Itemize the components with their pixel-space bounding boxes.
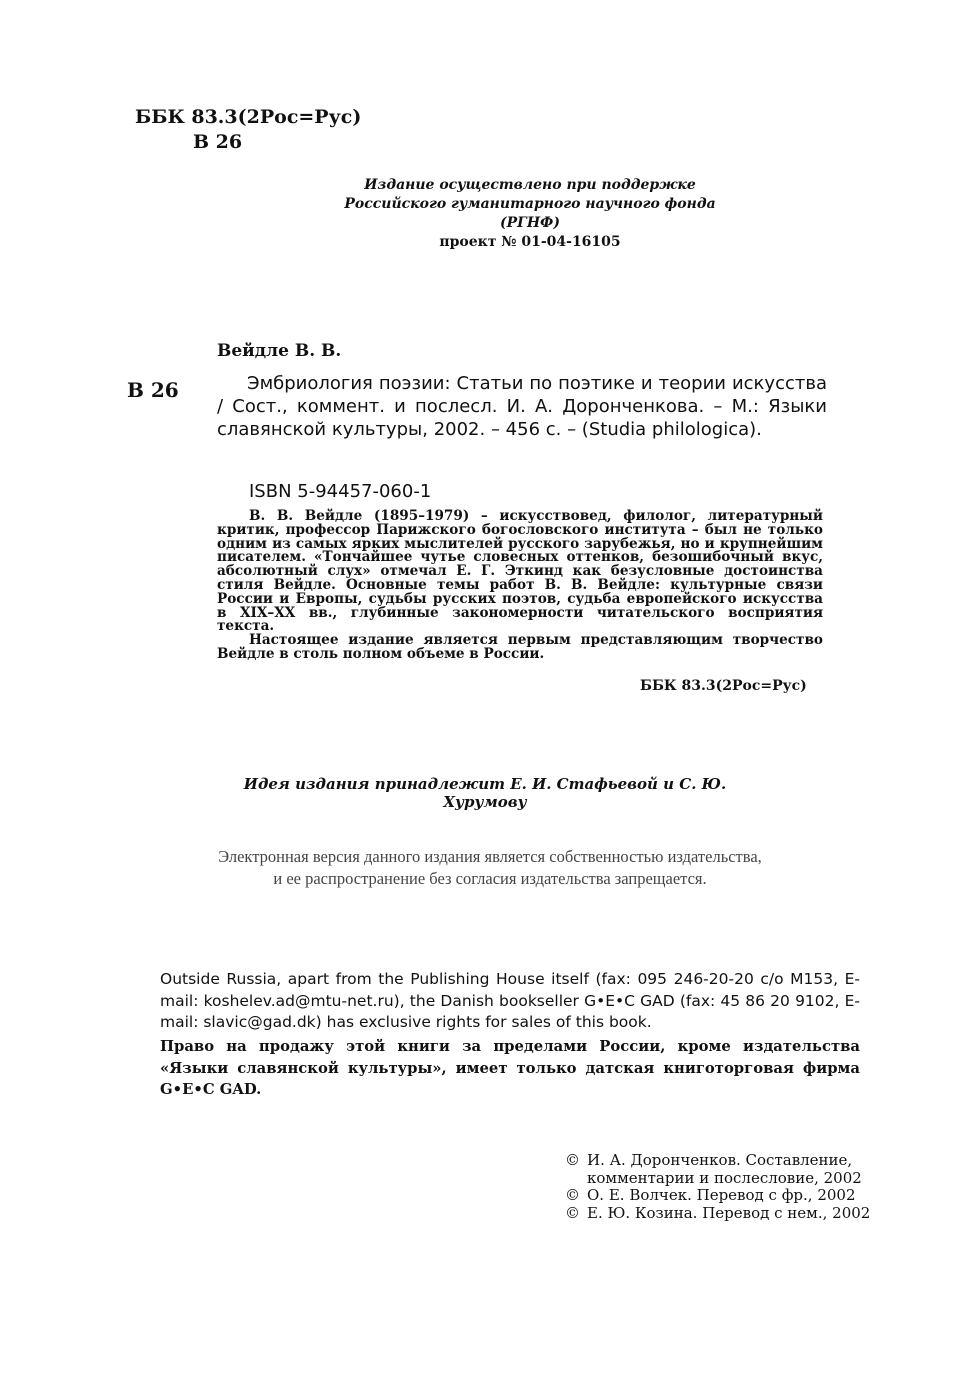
support-line-2: Российского гуманитарного научного фонда — [344, 196, 716, 212]
annotation-paragraph-1: В. В. Вейдле (1895–1979) – искусствовед, филолог, литературный критик, профессор Парижского богословского института – был не только одним из самых ярких мыслителей русского зарубежья, но и крупнейшим писателем. «Тончайшее чутье словесных оттенков, безошибочный вкус, абсолютный слух» отмечал Е. Г. Эткинд как безусловные достоинства стиля Вейдле. Основные темы работ В. В. Вейдле: культурные связи России и Европы, судьбы русских поэтов, судьба европейского искусства в XIX–XX вв., глубинные закономерности читательского восприятия текста. — [217, 508, 823, 635]
isbn: ISBN 5-94457-060-1 — [249, 481, 432, 502]
idea-line: Идея издания принадлежит Е. И. Стафьевой и С. Ю. Хурумову — [243, 775, 727, 811]
copyright-entry — [565, 1205, 875, 1223]
book-description: Эмбриология поэзии: Статьи по поэтике и теории искусства / Сост., коммент. и послесл. И. А. Доронченкова. – М.: Языки славянской культуры, 2002. – 456 с. – (Studia philologica). — [217, 373, 827, 440]
copyright-symbol: © — [565, 1203, 580, 1222]
annotation-paragraph-2: Настоящее издание является первым представляющим творчество Вейдле в столь полном объеме в России. — [217, 632, 823, 662]
rights-russian: Право на продажу этой книги за пределами России, кроме издательства «Языки славянской культуры», имеет только датская книготорговая фирма G•E•C GAD. — [160, 1038, 860, 1098]
copyright-text: О. Е. Волчек. Перевод с фр., 2002 — [587, 1186, 856, 1204]
rights-english: Outside Russia, apart from the Publishing House itself (fax: 095 246-20-20 c/o M153, E-mail: koshelev.ad@mtu-net.ru), the Danish bookseller G•E•C GAD (fax: 45 86 20 9102, E-mail: slavic@gad.dk) has exclusive rights for sales of this book. — [160, 970, 860, 1031]
support-line-1: Издание осуществлено при поддержке — [364, 177, 696, 193]
electronic-notice-line-1: Электронная версия данного издания является собственностью издательства, — [218, 847, 762, 866]
copyright-text: Е. Ю. Козина. Перевод с нем., 2002 — [587, 1203, 871, 1222]
grant-number: проект № 01-04-16105 — [439, 234, 621, 250]
copyright-symbol: © — [565, 1186, 580, 1204]
electronic-notice — [150, 846, 830, 890]
copyright-symbol: © — [565, 1151, 580, 1169]
author-heading: Вейдле В. В. — [217, 341, 342, 361]
support-line-3: (РГНФ) — [500, 215, 560, 231]
author-mark: В 26 — [193, 131, 243, 153]
catalog-mark: В 26 — [127, 378, 179, 402]
copyright-text: И. А. Доронченков. Составление, комментарии и послесловие, 2002 — [587, 1151, 862, 1187]
copyright-entry — [565, 1187, 875, 1205]
bbk-code-repeat: ББК 83.3(2Рос=Рус) — [640, 678, 807, 694]
support-note — [300, 176, 760, 252]
electronic-notice-line-2: и ее распространение без согласия издательства запрещается. — [273, 869, 707, 888]
copyright-entry — [565, 1152, 875, 1187]
annotation — [217, 510, 823, 662]
bbk-code: ББК 83.3(2Рос=Рус) — [135, 106, 362, 128]
copyright-list — [565, 1152, 875, 1222]
